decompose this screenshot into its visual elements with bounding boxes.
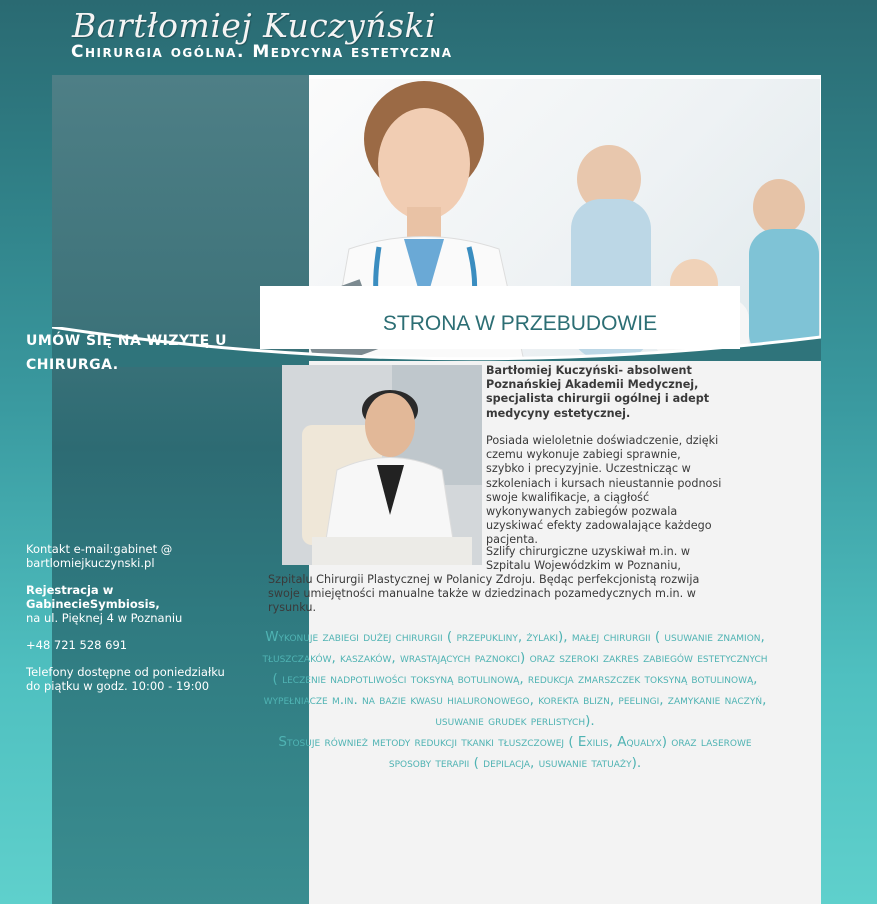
contact-email-line2[interactable]: bartlomiejkuczynski.pl — [26, 556, 155, 570]
bio-lead: Bartłomiej Kuczyński- absolwent Poznańskiej Akademii Medycznej, specjalista chirurgii ogólnej i adept medycyny estetycznej. — [486, 364, 710, 420]
phone-number: +48 721 528 691 — [26, 638, 128, 652]
services-paragraph: Stosuje również metody redukcji tkanki tłuszczowej ( Exilis, Aqualyx) oraz laserowe sposoby terapii ( depilacja, usuwanie tatuaży). — [278, 734, 752, 771]
phone-hours: Telefony dostępne od poniedziałku do piątku w godz. 10:00 - 19:00 — [26, 665, 225, 693]
site-logo-name: Bartłomiej Kuczyński — [72, 6, 437, 45]
registration-address: na ul. Pięknej 4 w Poznaniu — [26, 611, 183, 625]
registration-label: Rejestracja w GabinecieSymbiosis, — [26, 583, 160, 611]
services-list — [260, 627, 770, 774]
contact-info — [26, 542, 236, 706]
portrait-illustration — [282, 365, 482, 565]
site-logo-subtitle: Chirurgia ogólna. Medycyna estetyczna — [71, 42, 453, 62]
doctor-portrait — [282, 365, 482, 565]
bio-paragraph: Szpitalu Chirurgii Plastycznej w Polanicy Zdroju. Będąc perfekcjonistą rozwija swoje umiejętności manualne także w dziedzinach pozamedycznych m.in. w rysunku. — [268, 573, 700, 615]
contact-email-line1: Kontakt e-mail:gabinet @ — [26, 542, 173, 556]
appointment-cta: UMÓW SIĘ NA WIZYTĘ U CHIRURGA. — [26, 333, 227, 373]
bio-paragraph: Szlify chirurgiczne uzyskiwał m.in. w Szpitalu Wojewódzkim w Poznaniu, — [486, 545, 690, 573]
bio-paragraph: Posiada wieloletnie doświadczenie, dzięki czemu wykonuje zabiegi sprawnie, szybko i precyzyjnie. Uczestnicząc w szkoleniach i kursach nieustannie podnosi swoje kwalifikacje, a ciągłość wykonywanych zabiegów pozwala uzyskiwać efekty zadowalające każdego pacjenta. — [486, 434, 722, 547]
page-title: STRONA W PRZEBUDOWIE — [382, 312, 658, 335]
services-paragraph: Wykonuje zabiegi dużej chirurgii ( przepukliny, żylaki), małej chirurgii ( usuwanie znamion, tłuszczaków, kaszaków, wrastających paznokci) oraz szeroki zakres zabiegów estetycznych ( leczenie nadpotliwości toksyną botulinową, redukcja zmarszczek toksyną botulinową, wypełniacze m.in. na bazie kwasu hialuronowego, korekta blizn, peelingi, zamykanie naczyń, usuwanie grudek perlistych). — [262, 629, 768, 729]
sidebar — [52, 75, 309, 904]
